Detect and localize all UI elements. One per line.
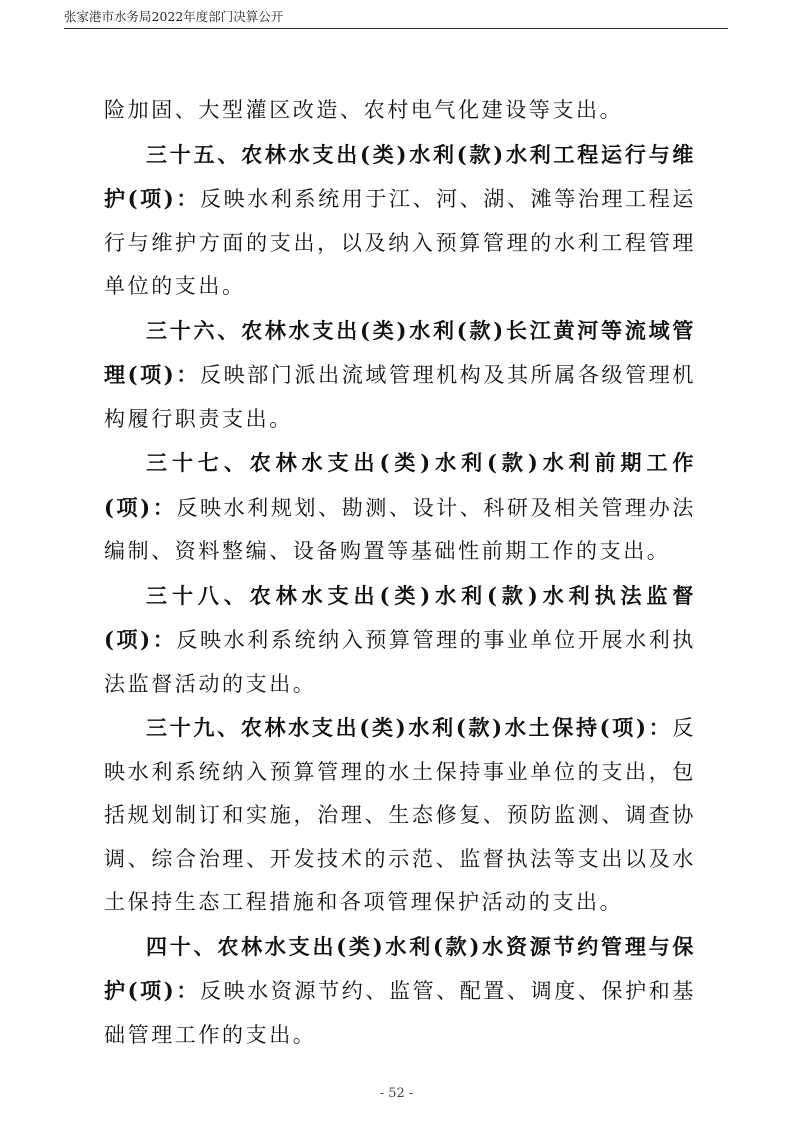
paragraph-text: 反映水资源节约、监管、配置、调度、保护和基础管理工作的支出。 [104, 979, 696, 1047]
paragraph-item-39 [104, 706, 696, 925]
page-footer [0, 1086, 793, 1101]
paragraph-item-40 [104, 925, 696, 1058]
paragraph-heading: 四十、农林水支出(类)水利(款)水资源节约管理与保护(项)： [104, 933, 696, 1003]
document-body [104, 88, 696, 1057]
paragraph-text: 反映部门派出流域管理机构及其所属各级管理机构履行职责支出。 [104, 363, 696, 431]
paragraph-item-36 [104, 309, 696, 442]
paragraph-heading: 三十六、农林水支出(类)水利(款)长江黄河等流域管理(项)： [104, 317, 696, 387]
paragraph-text: 反映水利系统用于江、河、湖、滩等治理工程运行与维护方面的支出，以及纳入预算管理的水利工程管理单位的支出。 [104, 187, 696, 298]
paragraph-text: 反映水利规划、勘测、设计、科研及相关管理办法编制、资料整编、设备购置等基础性前期工作的支出。 [104, 495, 696, 563]
paragraph-heading: 三十五、农林水支出(类)水利(款)水利工程运行与维护(项)： [104, 141, 696, 211]
page-header [64, 7, 728, 29]
paragraph-heading: 三十八、农林水支出(类)水利(款)水利执法监督(项)： [104, 582, 696, 652]
paragraph-text: 反映水利系统纳入预算管理的事业单位开展水利执法监督活动的支出。 [104, 628, 696, 696]
paragraph-item-37 [104, 441, 696, 574]
header-title: 张家港市水务局2022年度部门决算公开 [64, 9, 284, 24]
paragraph-item-38 [104, 574, 696, 707]
paragraph-text: 反映水利系统纳入预算管理的水土保持事业单位的支出，包括规划制订和实施，治理、生态修复、预防监测、调查协调、综合治理、开发技术的示范、监督执法等支出以及水土保持生态工程措施和各项管理保护活动的支出。 [104, 716, 696, 914]
paragraph-item-35 [104, 133, 696, 309]
paragraph-heading: 三十九、农林水支出(类)水利(款)水土保持(项)： [146, 715, 673, 740]
page-number: - 52 - [379, 1086, 414, 1101]
paragraph-continuation [104, 88, 696, 133]
paragraph-heading: 三十七、农林水支出(类)水利(款)水利前期工作(项)： [104, 450, 696, 520]
paragraph-text: 险加固、大型灌区改造、农村电气化建设等支出。 [104, 98, 624, 122]
